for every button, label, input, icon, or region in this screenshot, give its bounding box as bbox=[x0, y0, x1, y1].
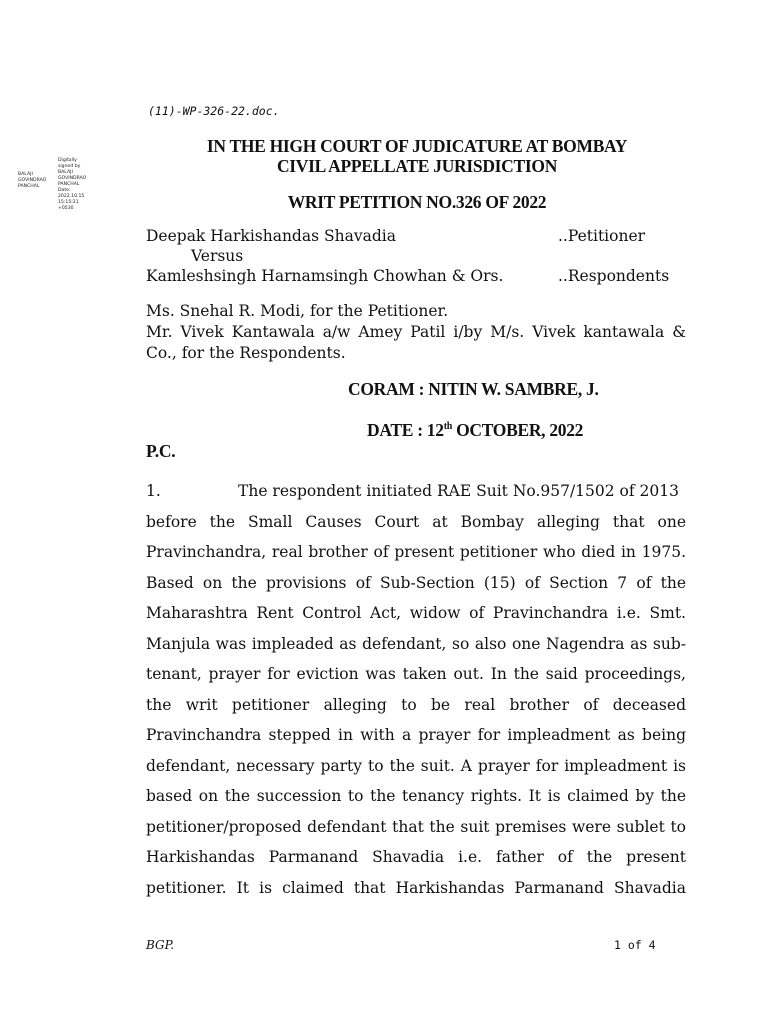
paragraph-line: Pravinchandra, real brother of present petitioner who died in 1975. bbox=[146, 543, 686, 561]
petitioner-counsel: Ms. Snehal R. Modi, for the Petitioner. bbox=[146, 302, 449, 320]
petition-number-heading: WRIT PETITION NO.326 OF 2022 bbox=[287, 192, 547, 212]
respondent-name: Kamleshsingh Harnamsingh Chowhan & Ors. bbox=[146, 267, 504, 285]
petitioner-name: Deepak Harkishandas Shavadia bbox=[146, 227, 396, 245]
paragraph-line: before the Small Causes Court at Bombay alleging that one bbox=[146, 512, 686, 531]
jurisdiction-heading: CIVIL APPELLATE JURISDICTION bbox=[276, 156, 558, 176]
respondent-role: ..Respondents bbox=[558, 267, 670, 285]
versus-label: Versus bbox=[191, 247, 244, 265]
signature-name: BALAJI GOVINDRAO PANCHAL bbox=[18, 172, 47, 189]
page-number: 1 of 4 bbox=[614, 938, 656, 952]
paragraph-line: petitioner. It is claimed that Harkishandas Parmanand Shavadia bbox=[146, 878, 686, 897]
footer-initials: BGP. bbox=[146, 938, 175, 952]
paragraph-line: defendant, necessary party to the suit. A prayer for impleadment is bbox=[146, 756, 686, 775]
paragraph-1 bbox=[146, 480, 686, 907]
paragraph-line: the writ petitioner alleging to be real brother of deceased bbox=[146, 695, 686, 714]
signature-details: Digitally signed by BALAJI GOVINDRAO PANCHAL Date: 2022.10.15 15:15:21 +0530 bbox=[58, 158, 87, 211]
petitioner-role: ..Petitioner bbox=[558, 227, 646, 245]
paragraph-line: Manjula was impleaded as defendant, so also one Nagendra as sub- bbox=[146, 634, 686, 653]
respondent-counsel: Mr. Vivek Kantawala a/w Amey Patil i/by M/s. Vivek kantawala & Co., for the Respondents. bbox=[146, 323, 686, 362]
paragraph-line: Maharashtra Rent Control Act, widow of Pravinchandra i.e. Smt. bbox=[146, 604, 686, 622]
order-date: DATE : 12th OCTOBER, 2022 bbox=[367, 420, 584, 440]
court-name-heading: IN THE HIGH COURT OF JUDICATURE AT BOMBAY bbox=[206, 136, 628, 156]
paragraph-number: 1. bbox=[146, 482, 161, 500]
paragraph-line: Pravinchandra stepped in with a prayer for impleadment as being bbox=[146, 726, 686, 744]
paragraph-line: 1. The respondent initiated RAE Suit No.957/1502 of 2013 bbox=[146, 482, 679, 500]
document-reference: (11)-WP-326-22.doc. bbox=[148, 104, 280, 118]
paragraph-line: petitioner/proposed defendant that the suit premises were sublet to bbox=[146, 817, 686, 836]
paragraph-line: Harkishandas Parmanand Shavadia i.e. father of the present bbox=[146, 848, 686, 866]
pc-label: P.C. bbox=[146, 441, 176, 461]
paragraph-line: tenant, prayer for eviction was taken out. In the said proceedings, bbox=[146, 665, 686, 683]
coram: CORAM : NITIN W. SAMBRE, J. bbox=[348, 379, 599, 399]
paragraph-line: Based on the provisions of Sub-Section (15) of Section 7 of the bbox=[146, 573, 686, 592]
paragraph-line: based on the succession to the tenancy rights. It is claimed by the bbox=[146, 787, 686, 805]
